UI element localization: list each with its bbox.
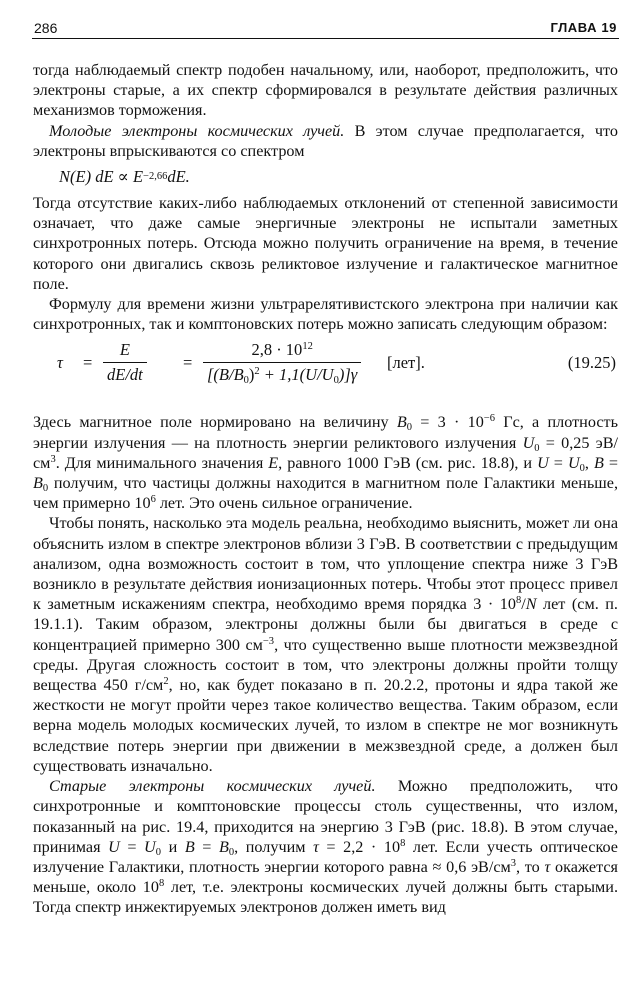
page-body [33, 60, 618, 918]
page-number: 286 [34, 20, 58, 36]
paragraph-old-electrons: Старые электроны космических лучей. Можно предположить, что синхротронные и комптоновские процессы столь существенны, что излом, показанный на рис. 19.4, приходится на энергию 3 ГэВ (рис. 18.8). В этом случае, принимая $U = U_0$ и $B = B_0$, получим $\tau = 2,2 \cdot 10^8$ лет. Если учесть оптическое излучение Галактики, плотность энергии которого равна ≈ 0,6 $эВ/см^3$, то τ окажется меньше, около $10^8$ лет, т.е. электроны космических лучей должны быть старыми. Тогда спектр инжектируемых электронов должен иметь вид [33, 777, 619, 917]
section-heading-young: Молодые электроны космических лучей. [49, 121, 345, 140]
equation-number: (19.25) [567, 353, 616, 373]
running-header [32, 16, 619, 39]
paragraph-1: тогда наблюдаемый спектр подобен начальному, или, наоборот, предположить, что электроны старые, а их спектр сформировался в результате действия различных механизмов торможения. [33, 61, 618, 120]
paragraph-6: Чтобы понять, насколько эта модель реальна, необходимо выяснить, может ли она объяснить излом в спектре электронов вблизи 3 ГэВ. В соответствии с предыдущим анализом, одна возможность состоит в том, что уплощение спектра ниже 3 ГэВ возникло в результате действия ионизационных потерь. Чтобы этот процесс привел к заметным искажениям спектра, необходимо время порядка $3 \cdot 10^8/N$ лет (см. п. 19.1.1). Таким образом, электроны должны были бы двигаться в среде с концентрацией примерно 300 $см^{-3}$, что существенно выше плотности межзвездной среды. Другая сложность состоит в том, что электроны должны пройти толщу вещества 450 $г/см^2$, но, как будет показано в п. 20.2.2, протоны и ядра такой же жесткости не могут пройти через такое количество вещества. Таким образом, если верна модель молодых космических лучей, то излом в спектре не мог возникнуть вследствие потерь энергии при движении в межзвездной среде, а должен был существовать изначально. [33, 514, 618, 775]
paragraph-5: Здесь магнитное поле нормировано на величину $B_0 = 3 \cdot 10^{-6}$ Гс, а плотность энергии излучения — на плотность энергии реликтового излучения $U_0 = 0,25$ $эВ/см^3$. Для минимального значения E, равного 1000 ГэВ (см. рис. 18.8), и $U = U_0$, $B = B_0$ получим, что частицы должны находится в магнитном поле Галактики меньше, чем примерно $10^6$ лет. Это очень сильное ограничение. [33, 413, 618, 513]
equation-19-25: τ = $\frac{E}{dE/dt}$ = $\frac{2,8 \cdot 10^{12}}{[(B/B_0)^2 + 1,1(U/U_0)]\gamma}$ [лет]. (19.25) [57, 340, 616, 387]
paragraph-young-electrons: Молодые электроны космических лучей. В этом случае предполагается, что электроны впрыскиваются со спектром [33, 121, 618, 160]
equation-spectrum: N(E) dE ∝ E −2,66 dE. [59, 166, 190, 186]
fraction-e-over-dedt: $\frac{E}{dE/dt}$ [103, 338, 147, 387]
fraction-lifetime: $\frac{2,8 \cdot 10^{12}}{[(B/B_0)^2 + 1,1(U/U_0)]\gamma}$ [203, 338, 361, 387]
paragraph-4: Формулу для времени жизни ультрарелятивистского электрона при наличии как синхротронных, так и комптоновских потерь можно записать следующим образом: [33, 295, 618, 334]
chapter-title: ГЛАВА 19 [550, 20, 617, 35]
section-heading-old: Старые электроны космических лучей. [49, 777, 376, 796]
paragraph-3: Тогда отсутствие каких-либо наблюдаемых отклонений от степенной зависимости означает, что даже самые энергичные электроны не испытали заметных синхротронных потерь. Отсюда можно получить ограничение на время, в течение которого они двигались сквозь реликтовое излучение и галактическое магнитное поле. [33, 194, 618, 293]
